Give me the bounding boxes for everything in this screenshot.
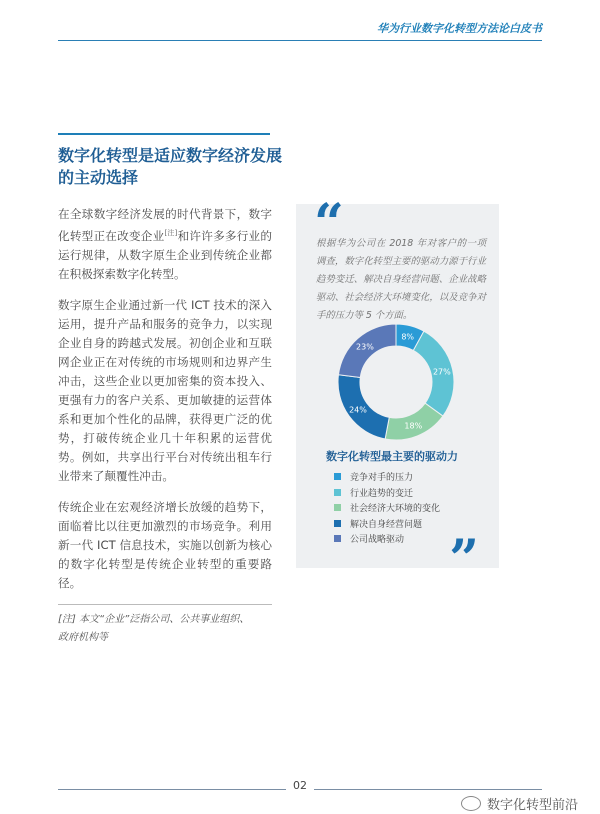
paragraph-1-end: 和许许多多行业的运行规律，从数字原生企业到传统企业都在积极探索数字化转型。 (58, 228, 272, 281)
legend-label: 社会经济大环境的变化 (350, 504, 441, 515)
donut-data-label: 23% (356, 342, 374, 352)
legend-label: 解决自身经营问题 (350, 519, 423, 530)
legend-item (334, 500, 440, 516)
legend-label: 行业趋势的变迁 (350, 488, 414, 499)
footnote: [注] 本文“企业”泛指公司、公共事业组织、 政府机构等 (58, 604, 272, 647)
paragraph-1-start: 在全球数字经济发展的时代背景下，数字化转型正在改变企业 (58, 207, 272, 243)
page-number: 02 (286, 779, 314, 792)
sidebar-quote: 根据华为公司在 2018 年对客户的一项调查，数字化转型主要的驱动力源于行业趋势变迁、解决自身经营问题、企业战略驱动、社会经济大环境变化，以及竞争对手的压力等 5 个方面。 (316, 238, 486, 321)
donut-data-label: 8% (401, 332, 415, 342)
legend-swatch (334, 473, 341, 480)
paragraph-2: 数字原生企业通过新一代 ICT 技术的深入运用，提升产品和服务的竞争力，以实现企业自身的跨越式发展。初创企业和互联网企业正在对传统的市场规则和边界产生冲击，这些企业以更加密集的资本投入、更强有力的客户关系、更加敏捷的运营体系和更加个性化的品牌，获得更广泛的优势，打破传统企业几十年积累的运营优势。例如，共享出行平台对传统出租车行业带来了颠覆性冲击。 (58, 297, 272, 483)
footnote-marker: [注] (164, 229, 178, 237)
legend-label: 竞争对手的压力 (350, 473, 414, 484)
legend-swatch (334, 504, 341, 511)
legend-swatch (334, 489, 341, 496)
legend-swatch (334, 535, 341, 542)
paragraph-1 (58, 205, 272, 284)
title-accent-bar (58, 133, 270, 135)
donut-data-label: 27% (432, 367, 451, 377)
legend-label: 公司战略驱动 (350, 535, 405, 546)
watermark (461, 794, 578, 813)
donut-data-label: 18% (404, 421, 423, 431)
section-title: 数字化转型是适应数字经济发展 的主动选择 (58, 146, 283, 187)
body-text (58, 205, 272, 605)
donut-chart (336, 322, 456, 442)
watermark-text: 数字化转型前沿 (486, 798, 578, 813)
paragraph-3: 传统企业在宏观经济增长放缓的趋势下，面临着比以往更加激烈的市场竞争。利用新一代 ICT 信息技术，实施以创新为核心的数字化转型是传统企业转型的重要路径。 (58, 499, 272, 590)
chart-title: 数字化转型最主要的驱动力 (326, 450, 458, 463)
legend-item (334, 469, 440, 485)
legend-item (334, 485, 440, 501)
header-title: 华为行业数字化转型方法论白皮书 (377, 22, 542, 35)
chart-legend (334, 469, 440, 547)
donut-data-label: 24% (349, 405, 367, 415)
quote-close-icon: ” (449, 529, 479, 590)
legend-item (334, 516, 440, 532)
legend-item (334, 531, 440, 547)
header-divider (58, 40, 542, 41)
sidebar-panel (296, 193, 499, 590)
quote-open-icon: “ (314, 193, 344, 254)
wechat-icon (461, 796, 481, 811)
legend-swatch (334, 520, 341, 527)
